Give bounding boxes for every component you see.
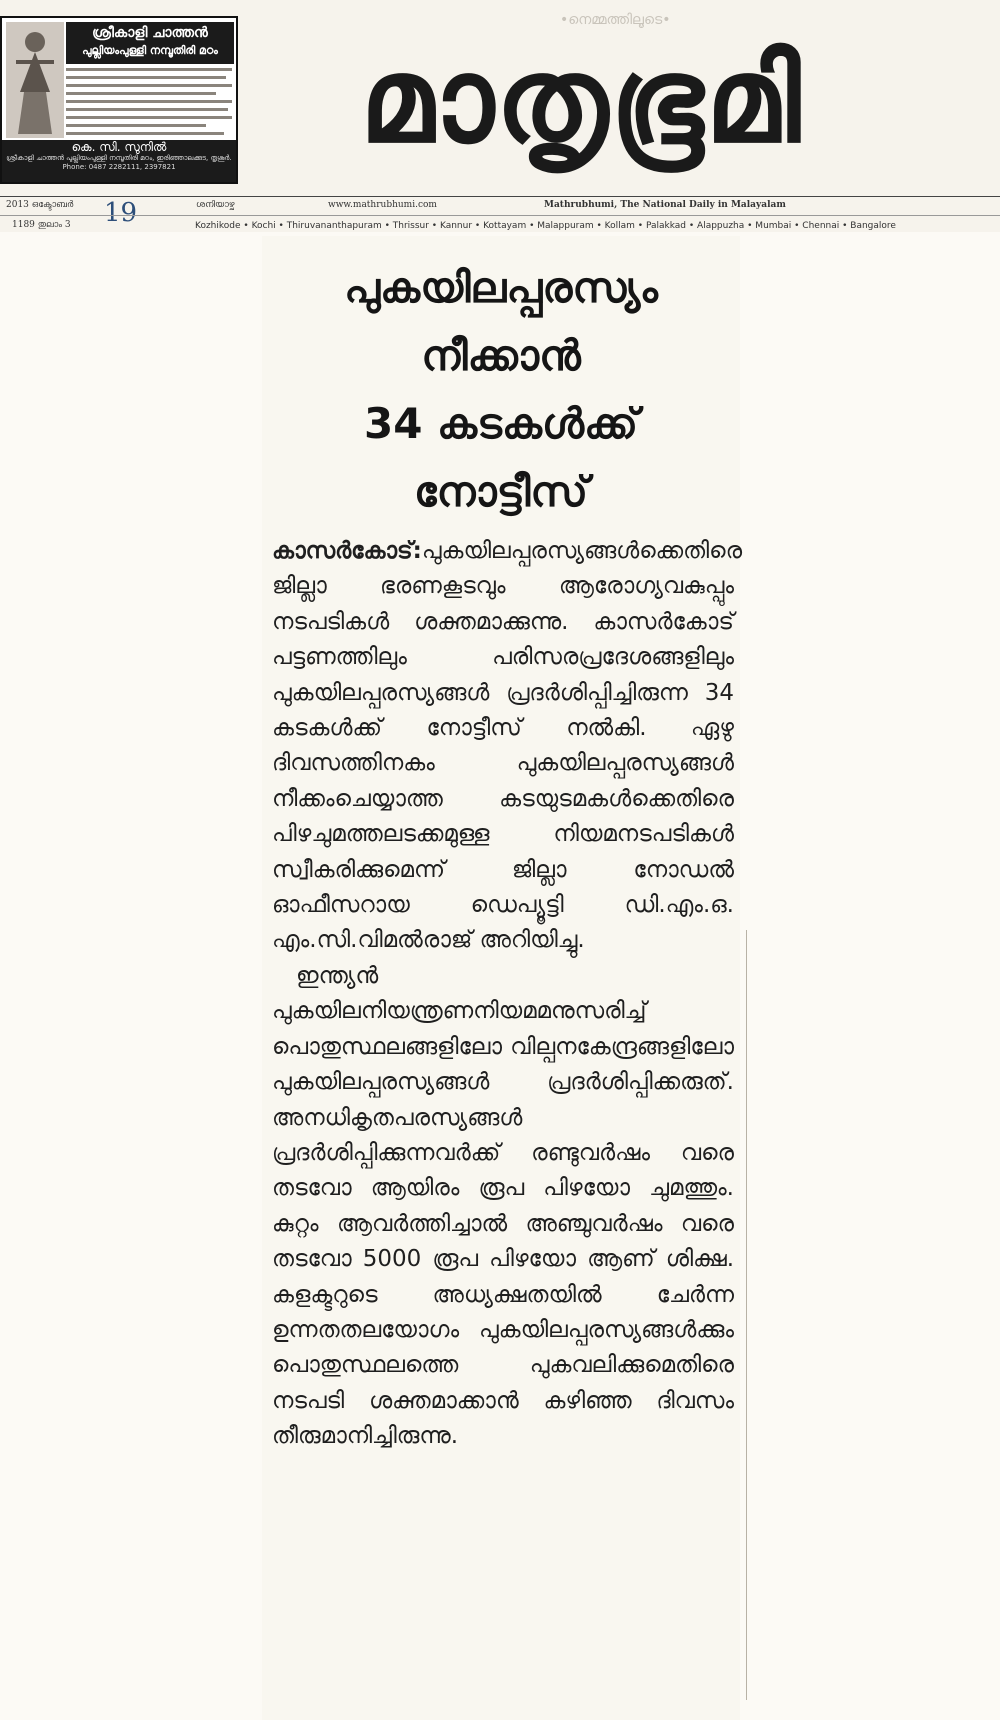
advertisement-box (0, 16, 238, 184)
ad-title (66, 22, 234, 64)
article-paragraph: ഇന്ത്യൻ പുകയിലനിയന്ത്രണനിയമമനുസരിച്ച് പൊതുസ്ഥലങ്ങളിലോ വില്പനകേന്ദ്രങ്ങളിലോ പുകയിലപ്പരസ്യങ്ങൾ പ്രദർശിപ്പിക്കരുത്. അനധികൃതപരസ്യങ്ങൾ പ്രദർശിപ്പിക്കുന്നവർക്ക് രണ്ടുവർഷം വരെ തടവോ ആയിരം രൂപ പിഴയോ ചുമത്തും. കുറ്റം ആവർത്തിച്ചാൽ അഞ്ചുവർഷം വരെ തടവോ 5000 രൂപ പിഴയോ ആണ് ശിക്ഷ. കളക്ടറുടെ അധ്യക്ഷതയിൽ ചേർന്ന ഉന്നതതലയോഗം പുകയിലപ്പരസ്യങ്ങൾക്കും പൊതുസ്ഥലത്തെ പുകവലിക്കുമെതിരെ നടപടി ശക്തമാക്കാൻ കഴിഞ്ഞ ദിവസം തീരുമാനിച്ചിരുന്നു. (272, 962, 734, 1450)
weekday: ശനിയാഴ്ച (196, 200, 235, 210)
issue-date: 2013 ഒക്ടോബർ (6, 200, 74, 210)
headline-line: നീക്കാൻ (421, 331, 581, 380)
article-body (272, 534, 743, 1455)
article-dateline: കാസർകോട്: (272, 538, 422, 564)
ad-contact-address: ശ്രീകാളി ചാത്തൻ പുല്ലിയംപുള്ളി നമ്പൂതിരി മഠം, ഇരിഞ്ഞാലക്കുട, തൃശൂർ. Phone: 0487 2282111, 2397821 (6, 154, 232, 171)
headline-line: പുകയിലപ്പരസ്യം (344, 263, 658, 312)
headline-line: നോട്ടീസ് (413, 467, 589, 516)
paragraph-text: പുകയിലപ്പരസ്യങ്ങൾക്കെതിരെ ജില്ലാ ഭരണകൂടവും ആരോഗ്യവകുപ്പും നടപടികൾ ശക്തമാക്കുന്നു. കാസർകോട് പട്ടണത്തിലും പരിസരപ്രദേശങ്ങളിലും പുകയിലപ്പരസ്യങ്ങൾ പ്രദർശിപ്പിച്ചിരുന്ന 34 കടകൾക്ക് നോട്ടീസ് നൽകി. ഏഴു ദിവസത്തിനകം പുകയിലപ്പരസ്യങ്ങൾ നീക്കംചെയ്യാത്ത കടയുടമകൾക്കെതിരെ പിഴചുമത്തലടക്കമുള്ള നിയമനടപടികൾ സ്വീകരിക്കുമെന്ന് ജില്ലാ നോഡൽ ഓഫീസറായ ഡെപ്യൂട്ടി ഡി.എം.ഒ. എം.സി.വിമൽരാജ് അറിയിച്ചു. (272, 538, 743, 954)
page-number: 19 (104, 198, 138, 228)
ad-body-text (66, 66, 234, 143)
masthead-rule-top (0, 196, 1000, 197)
ad-title-line2: പുല്ലിയംപുള്ളി നമ്പൂതിരി മഠം (82, 44, 218, 57)
ad-contact-name: കെ. സി. സുനിൽ (71, 140, 167, 154)
newspaper-tagline: Mathrubhumi, The National Daily in Malayalam (544, 200, 786, 210)
newspaper-masthead (0, 0, 1000, 232)
article-paragraph (272, 534, 743, 959)
article-headline (262, 254, 740, 526)
website-url: www.mathrubhumi.com (328, 200, 437, 210)
issue-date-malayalam: 1189 തുലാം 3 (12, 220, 71, 230)
newspaper-logo: മാതൃഭൂമി (360, 30, 803, 169)
deity-image (6, 22, 64, 138)
ad-footer (2, 140, 236, 182)
news-article (262, 236, 743, 1720)
masthead-rule-bottom (0, 215, 1000, 216)
headline-line: 34 കടകൾക്ക് (363, 399, 639, 448)
edition-cities: Kozhikode • Kochi • Thiruvananthapuram • Thrissur • Kannur • Kottayam • Malappuram • Kollam • Palakkad • Alappuzha • Mumbai • Chennai • Bangalore (195, 221, 896, 231)
ad-title-line1: ശ്രീകാളി ചാത്തൻ (92, 25, 208, 41)
column-divider (746, 930, 747, 1700)
faded-header-strip: •നെമ്മത്തിലൂടെ• (560, 12, 671, 28)
